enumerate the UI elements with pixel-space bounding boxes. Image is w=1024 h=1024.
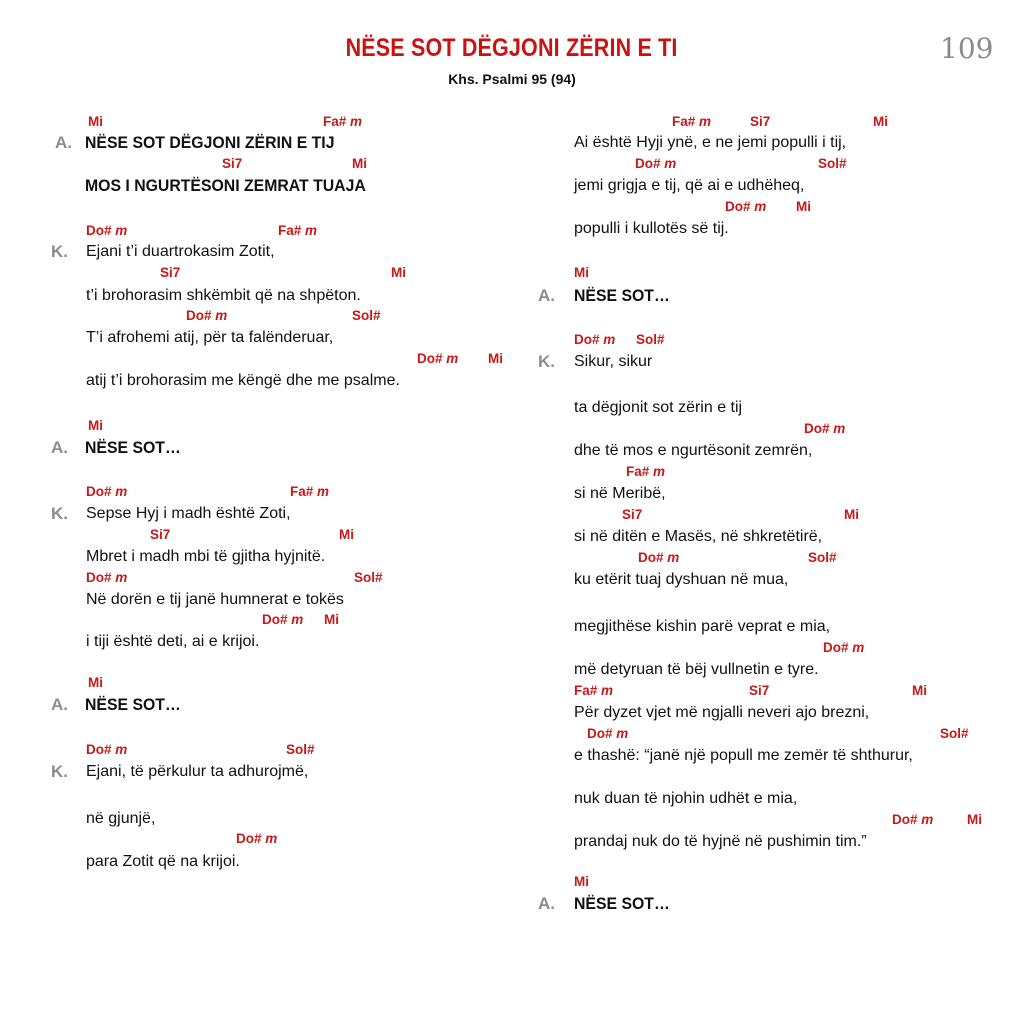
verse-line: si në ditën e Masës, në shkretëtirë, xyxy=(574,528,823,545)
chord: Do# m xyxy=(86,484,128,499)
chord: Sol# xyxy=(352,308,381,323)
verse-line: prandaj nuk do të hyjnë në pushimin tim.” xyxy=(574,833,867,850)
verse-line: para Zotit që na krijoi. xyxy=(86,853,240,870)
refrain-line: NËSE SOT… xyxy=(574,286,670,305)
chord: Do# m xyxy=(804,421,846,436)
verse-line: dhe të mos e ngurtësonit zemrën, xyxy=(574,442,813,459)
page-title: NËSE SOT DËGJONI ZËRIN E TI xyxy=(345,34,678,62)
refrain-line: NËSE SOT… xyxy=(574,894,670,913)
chord: Do# m xyxy=(638,550,680,565)
chord: Mi xyxy=(912,683,927,698)
verse-line: ku etërit tuaj dyshuan në mua, xyxy=(574,571,789,588)
section-marker-a: A. xyxy=(538,894,555,913)
chord: Mi xyxy=(88,418,103,433)
chord: Do# m xyxy=(725,199,767,214)
chord: Do# m xyxy=(635,156,677,171)
chord: Fa# m xyxy=(626,464,666,479)
refrain-line: NËSE SOT… xyxy=(85,438,181,457)
chord: Si7 xyxy=(150,527,171,542)
section-marker-k: K. xyxy=(51,504,68,523)
chord: Mi xyxy=(873,114,888,129)
chord: Mi xyxy=(844,507,859,522)
chord: Si7 xyxy=(749,683,770,698)
verse-line: nuk duan të njohin udhët e mia, xyxy=(574,790,798,807)
chord: Do# m xyxy=(86,570,128,585)
chord: Do# m xyxy=(186,308,228,323)
chord: Sol# xyxy=(354,570,383,585)
chord: Fa# m xyxy=(323,114,363,129)
verse-line: populli i kullotës së tij. xyxy=(574,220,729,237)
verse-line: Mbret i madh mbi të gjitha hyjnitë. xyxy=(86,548,326,565)
chord: Do# m xyxy=(574,332,616,347)
verse-line: jemi grigja e tij, që ai e udhëheq, xyxy=(574,177,805,194)
verse-line: atij t’i brohorasim me këngë dhe me psalme. xyxy=(86,372,400,389)
verse-line: Për dyzet vjet më ngjalli neveri ajo brezni, xyxy=(574,704,870,721)
verse-line: Sepse Hyj i madh është Zoti, xyxy=(86,505,291,522)
chord: Mi xyxy=(488,351,503,366)
verse-line: Në dorën e tij janë humnerat e tokës xyxy=(86,591,344,608)
verse-line: megjithëse kishin parë veprat e mia, xyxy=(574,618,831,635)
chord: Si7 xyxy=(222,156,243,171)
chord: Mi xyxy=(339,527,354,542)
chord: Mi xyxy=(574,265,589,280)
chord: Do# m xyxy=(86,223,128,238)
chord: Mi xyxy=(88,114,103,129)
chord: Mi xyxy=(324,612,339,627)
section-marker-a: A. xyxy=(538,286,555,305)
chord: Fa# m xyxy=(574,683,614,698)
chord: Mi xyxy=(967,812,982,827)
chord: Do# m xyxy=(86,742,128,757)
page-number: 109 xyxy=(940,32,994,65)
chord: Do# m xyxy=(892,812,934,827)
verse-line: t’i brohorasim shkëmbit që na shpëton. xyxy=(86,287,361,304)
verse-line: ta dëgjonit sot zërin e tij xyxy=(574,399,743,416)
chord: Do# m xyxy=(823,640,865,655)
chord: Mi xyxy=(352,156,367,171)
verse-line: Ejani, të përkulur ta adhurojmë, xyxy=(86,763,309,780)
verse-line: Ejani t’i duartrokasim Zotit, xyxy=(86,243,275,260)
chord: Sol# xyxy=(818,156,847,171)
chord: Fa# m xyxy=(672,114,712,129)
verse-line: Sikur, sikur xyxy=(574,353,653,370)
chord: Sol# xyxy=(940,726,969,741)
chord: Mi xyxy=(796,199,811,214)
verse-line: si në Meribë, xyxy=(574,485,666,502)
section-marker-a: A. xyxy=(51,438,68,457)
chord: Do# m xyxy=(236,831,278,846)
chord: Mi xyxy=(574,874,589,889)
verse-line: në gjunjë, xyxy=(86,810,156,827)
refrain-line: NËSE SOT… xyxy=(85,695,181,714)
refrain-line: MOS I NGURTËSONI ZEMRAT TUAJA xyxy=(85,176,366,195)
chord: Sol# xyxy=(808,550,837,565)
chord: Fa# m xyxy=(290,484,330,499)
verse-line: më detyruan të bëj vullnetin e tyre. xyxy=(574,661,819,678)
section-marker-a: A. xyxy=(55,133,72,152)
refrain-line: NËSE SOT DËGJONI ZËRIN E TIJ xyxy=(85,133,335,152)
section-marker-k: K. xyxy=(538,352,555,371)
verse-line: T’i afrohemi atij, për ta falënderuar, xyxy=(86,329,334,346)
chord: Sol# xyxy=(286,742,315,757)
verse-line: i tiji është deti, ai e krijoi. xyxy=(86,633,260,650)
section-marker-a: A. xyxy=(51,695,68,714)
chord: Si7 xyxy=(160,265,181,280)
psalm-reference: Khs. Psalmi 95 (94) xyxy=(448,71,576,87)
chord: Do# m xyxy=(262,612,304,627)
chord: Si7 xyxy=(622,507,643,522)
section-marker-k: K. xyxy=(51,242,68,261)
chord: Sol# xyxy=(636,332,665,347)
section-marker-k: K. xyxy=(51,762,68,781)
verse-line: e thashë: “janë një popull me zemër të shthurur, xyxy=(574,747,913,764)
chord: Fa# m xyxy=(278,223,318,238)
chord: Do# m xyxy=(587,726,629,741)
chord: Mi xyxy=(88,675,103,690)
verse-line: Ai është Hyji ynë, e ne jemi populli i tij, xyxy=(574,134,847,151)
chord: Do# m xyxy=(417,351,459,366)
chord: Si7 xyxy=(750,114,771,129)
chord: Mi xyxy=(391,265,406,280)
